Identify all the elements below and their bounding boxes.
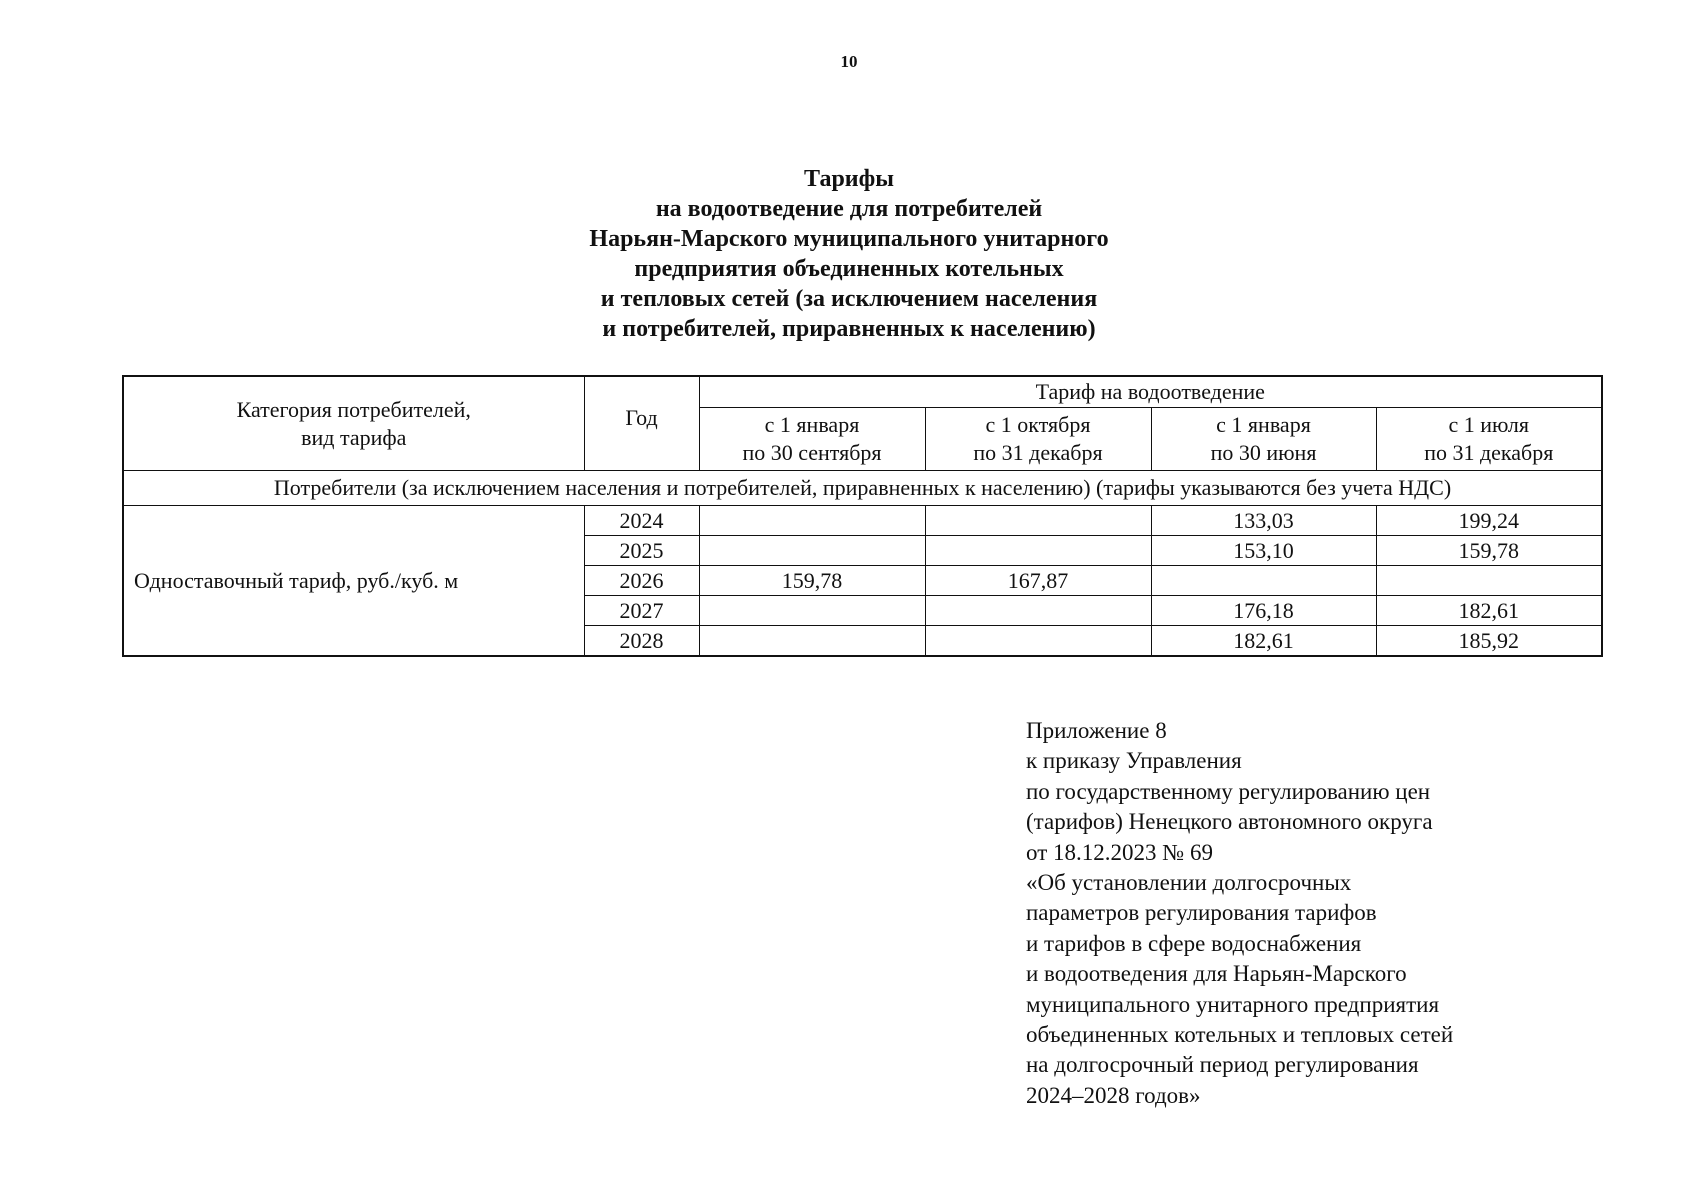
tariff-group-header: Тариф на водоотведение: [699, 376, 1602, 408]
tariff-cell: 153,10: [1151, 536, 1376, 566]
category-header-line: Категория потребителей,: [236, 396, 471, 422]
year-cell: 2025: [584, 536, 699, 566]
period-header-line: по 31 декабря: [1424, 440, 1554, 465]
year-cell: 2028: [584, 626, 699, 657]
period-header-line: с 1 января: [764, 412, 860, 437]
period-header-line: с 1 июля: [1448, 412, 1530, 437]
period-header: [699, 408, 925, 471]
title-line: на водоотведение для потребителей: [655, 196, 1043, 222]
tariff-cell: 159,78: [699, 566, 925, 596]
appendix-note: [1026, 716, 1453, 1111]
tariff-cell: 182,61: [1376, 596, 1602, 626]
tariff-table: [122, 375, 1603, 657]
tariff-cell: [699, 626, 925, 657]
category-label: Одноставочный тариф, руб./куб. м: [123, 506, 584, 657]
title-line: и тепловых сетей (за исключением населения: [600, 286, 1098, 312]
appendix-line: и тарифов в сфере водоснабжения: [1026, 930, 1362, 956]
tariff-cell: [925, 506, 1151, 536]
title-line: предприятия объединенных котельных: [634, 256, 1064, 282]
title-line: Нарьян-Марского муниципального унитарного: [589, 226, 1109, 252]
title-line: и потребителей, приравненных к населению): [602, 316, 1096, 342]
year-cell: 2024: [584, 506, 699, 536]
tariff-cell: [925, 596, 1151, 626]
period-header-line: по 31 декабря: [973, 440, 1103, 465]
tariff-cell: 133,03: [1151, 506, 1376, 536]
table-row: [123, 506, 1602, 536]
appendix-line: (тарифов) Ненецкого автономного округа: [1026, 809, 1433, 835]
appendix-line: на долгосрочный период регулирования: [1026, 1052, 1419, 1078]
tariff-cell: 182,61: [1151, 626, 1376, 657]
tariff-cell: [699, 506, 925, 536]
appendix-line: муниципального унитарного предприятия: [1026, 991, 1440, 1017]
tariff-cell: [1151, 566, 1376, 596]
document-title: [0, 164, 1698, 344]
appendix-line: параметров регулирования тарифов: [1026, 900, 1377, 926]
title-line: Тарифы: [804, 166, 894, 192]
period-header: [1151, 408, 1376, 471]
year-header: Год: [584, 376, 699, 471]
appendix-line: объединенных котельных и тепловых сетей: [1026, 1022, 1454, 1048]
appendix-line: 2024–2028 годов»: [1026, 1082, 1201, 1108]
period-header-line: по 30 июня: [1210, 440, 1317, 465]
tariff-cell: 176,18: [1151, 596, 1376, 626]
category-header-line: вид тарифа: [301, 424, 407, 450]
period-header-line: с 1 октября: [985, 412, 1091, 437]
tariff-cell: 159,78: [1376, 536, 1602, 566]
section-label: Потребители (за исключением населения и потребителей, приравненных к населению) (тарифы указываются без учета НДС): [123, 471, 1602, 506]
appendix-line: и водоотведения для Нарьян-Марского: [1026, 961, 1407, 987]
tariff-cell: [1376, 566, 1602, 596]
page-number: 10: [840, 52, 858, 71]
period-header-line: с 1 января: [1216, 412, 1311, 437]
appendix-line: «Об установлении долгосрочных: [1026, 870, 1352, 896]
category-header: [123, 376, 584, 471]
tariff-cell: [699, 596, 925, 626]
section-row: [123, 471, 1602, 506]
tariff-cell: 199,24: [1376, 506, 1602, 536]
tariff-cell: 185,92: [1376, 626, 1602, 657]
tariff-cell: [925, 626, 1151, 657]
appendix-line: Приложение 8: [1026, 718, 1167, 743]
period-header: [1376, 408, 1602, 471]
period-header: [925, 408, 1151, 471]
year-cell: 2027: [584, 596, 699, 626]
year-cell: 2026: [584, 566, 699, 596]
appendix-line: по государственному регулированию цен: [1026, 778, 1431, 804]
tariff-cell: [699, 536, 925, 566]
tariff-cell: 167,87: [925, 566, 1151, 596]
appendix-line: от 18.12.2023 № 69: [1026, 839, 1213, 865]
appendix-line: к приказу Управления: [1026, 748, 1242, 774]
tariff-cell: [925, 536, 1151, 566]
table-header-row: [123, 376, 1602, 408]
period-header-line: по 30 сентября: [742, 440, 882, 465]
